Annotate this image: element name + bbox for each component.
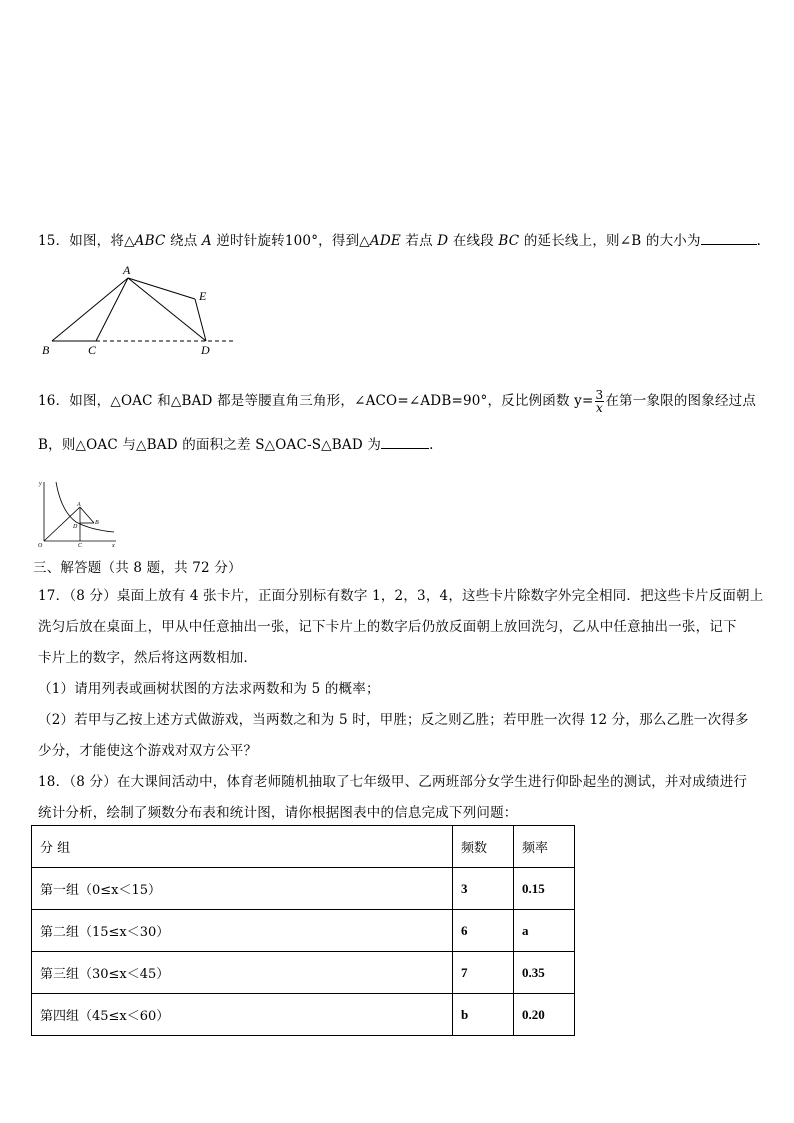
table-cell: 第一组（0≤x＜15） <box>32 868 453 910</box>
table-cell: 第四组（45≤x＜60） <box>32 994 453 1036</box>
q18-line-1: 18．（8 分）在大课间活动中，体育老师随机抽取了七年级甲、乙两班部分女学生进行仰卧起坐的测试，并对成绩进行 <box>38 774 748 790</box>
table-row <box>32 868 575 910</box>
label-C: C <box>78 543 83 548</box>
table-cell: 第三组（30≤x＜45） <box>32 952 453 994</box>
table-cell: 0.15 <box>514 868 575 910</box>
q17-line-1: 17．（8 分）桌面上放有 4 张卡片，正面分别标有数字 1，2，3，4，这些卡片除数字外完全相同．把这些卡片反面朝上 <box>38 588 764 604</box>
table-cell: 3 <box>453 868 514 910</box>
table-cell: 6 <box>453 910 514 952</box>
table-cell: 0.20 <box>514 994 575 1036</box>
q15-figure <box>38 260 243 360</box>
frequency-table <box>31 825 575 1036</box>
table-row <box>32 952 575 994</box>
q17-line-2: 洗匀后放在桌面上，甲从中任意抽出一张，记下卡片上的数字后仍放反面朝上放回洗匀，乙从中任意抽出一张，记下 <box>38 619 737 635</box>
table-cell: a <box>514 910 575 952</box>
q17-line-3: 卡片上的数字，然后将这两数相加． <box>38 650 258 666</box>
header-frequency-count: 频数 <box>453 826 514 868</box>
q16-figure <box>36 476 118 548</box>
label-A: A <box>77 502 81 508</box>
q17-line-5: （2）若甲与乙按上述方式做游戏，当两数之和为 5 时，甲胜；反之则乙胜；若甲胜一次得 12 分，那么乙胜一次得多 <box>38 712 749 728</box>
q16-line-1: 16．如图，△OAC 和△BAD 都是等腰直角三角形，∠ACO=∠ADB=90°，反比例函数 y= $\frac{3}{x}$ 在第一象限的图象经过点 <box>38 388 757 415</box>
answer-blank <box>381 436 429 449</box>
label-O: O <box>38 543 43 548</box>
q17-line-4: （1）请用列表或画树状图的方法求两数和为 5 的概率； <box>38 681 380 697</box>
header-group: 分 组 <box>32 826 453 868</box>
q18-line-2: 统计分析，绘制了频数分布表和统计图，请你根据图表中的信息完成下列问题： <box>38 805 518 821</box>
label-C: C <box>88 343 97 357</box>
answer-blank <box>701 232 757 245</box>
section-heading: 三、解答题（共 8 题，共 72 分） <box>33 560 242 576</box>
q15-text: 15．如图，将△ABC 绕点 A 逆时针旋转100°，得到△ADE 若点 D 在线段 BC 的延长线上，则∠B 的大小为 . <box>38 233 762 249</box>
table-header-row <box>32 826 575 868</box>
fraction: $\frac{3}{x}$ <box>595 388 604 415</box>
label-E: E <box>199 289 207 303</box>
label-x: x <box>112 543 115 548</box>
label-B: B <box>42 343 50 357</box>
table-row <box>32 994 575 1036</box>
label-A: A <box>123 263 131 277</box>
table-cell: 第二组（15≤x＜30） <box>32 910 453 952</box>
header-frequency-rate: 频率 <box>514 826 575 868</box>
q16-line-2: B，则△OAC 与△BAD 的面积之差 S△OAC-S△BAD 为 . <box>38 437 434 453</box>
label-D: D <box>201 343 210 357</box>
table-cell: b <box>453 994 514 1036</box>
table-row <box>32 910 575 952</box>
table-cell: 7 <box>453 952 514 994</box>
label-y: y <box>39 481 42 487</box>
q17-line-6: 少分，才能使这个游戏对双方公平？ <box>38 743 258 759</box>
table-cell: 0.35 <box>514 952 575 994</box>
label-D: D <box>73 524 78 530</box>
label-B: B <box>95 520 99 526</box>
